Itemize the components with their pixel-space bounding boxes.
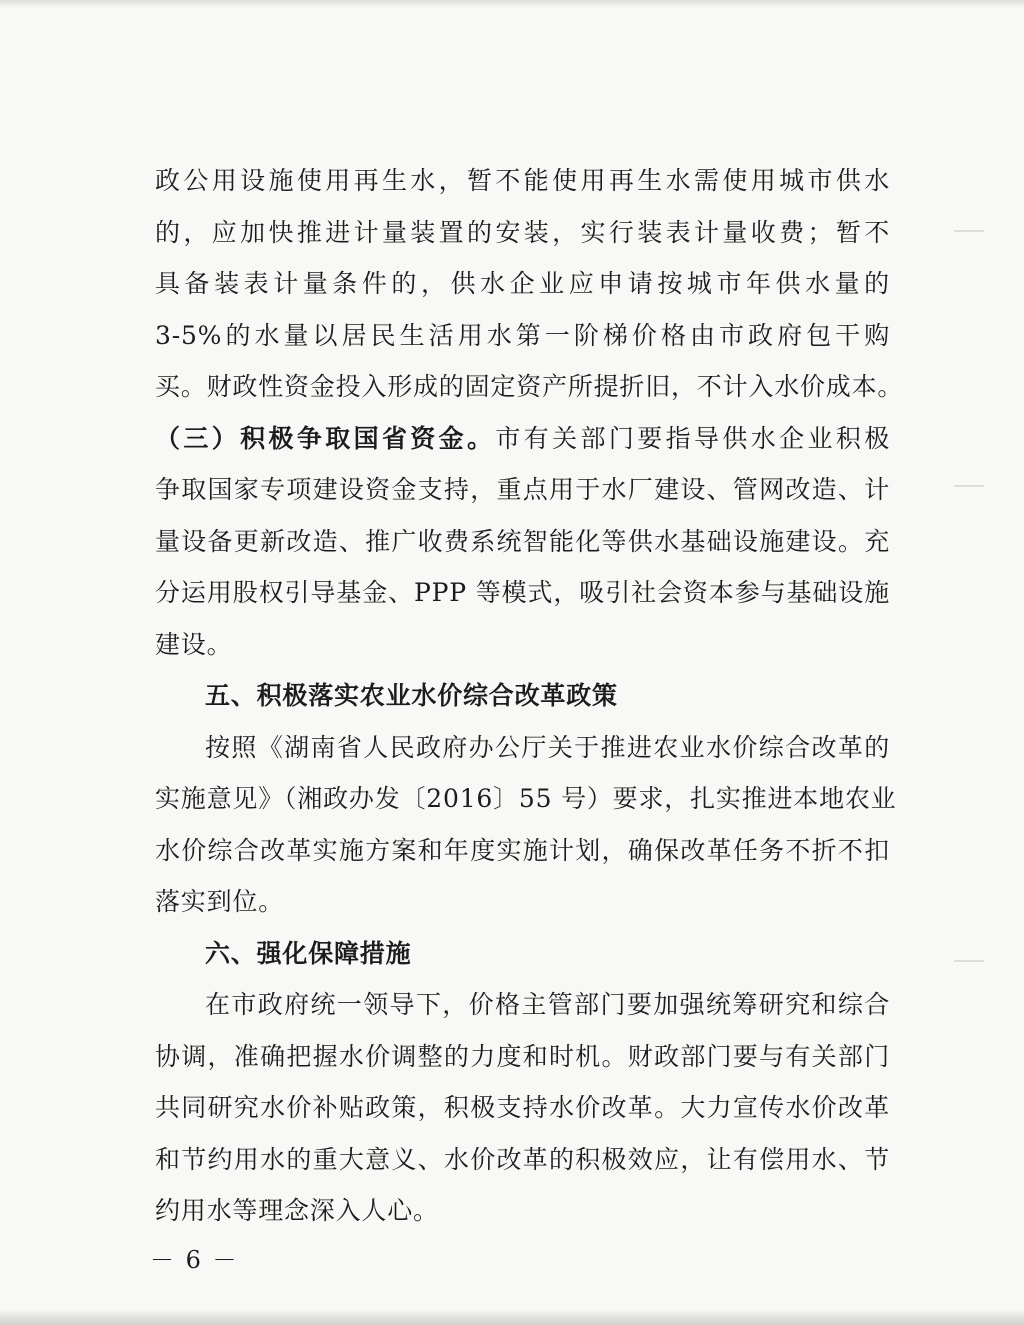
paragraph-line: 争取国家专项建设资金支持，重点用于水厂建设、管网改造、计 (155, 475, 890, 504)
section3-first-line-text: 市有关部门要指导供水企业积极 (495, 423, 891, 453)
scan-bleed-mark (954, 230, 984, 232)
paragraph-line: 3-5%的水量以居民生活用水第一阶梯价格由市政府包干购 (155, 320, 890, 350)
paragraph-line: 的，应加快推进计量装置的安装，实行装表计量收费；暂不 (155, 217, 890, 247)
paragraph-line: 水价综合改革实施方案和年度实施计划，确保改革任务不折不扣 (155, 835, 890, 865)
paragraph-line: 实施意见》（湘政办发〔2016〕55 号）要求，扎实推进本地农业 (155, 784, 897, 813)
section3-first-line (155, 413, 890, 465)
paragraph-line: 协调，准确把握水价调整的力度和时机。财政部门要与有关部门 (155, 1041, 890, 1071)
section5-heading: 五、积极落实农业水价综合改革政策 (205, 681, 618, 710)
document-body (155, 155, 904, 1237)
scan-edge-bottom (0, 1309, 1024, 1325)
paragraph-line: 具备装表计量条件的，供水企业应申请按城市年供水量的 (155, 269, 890, 298)
page-number: － 6 － (150, 1246, 239, 1274)
paragraph-line: 按照《湖南省人民政府办公厅关于推进农业水价综合改革的 (205, 732, 890, 762)
scan-edge-top (0, 0, 1024, 8)
section6-heading: 六、强化保障措施 (205, 938, 412, 968)
paragraph-line: 约用水等理念深入人心。 (155, 1196, 439, 1225)
paragraph-line: 量设备更新改造、推广收费系统智能化等供水基础设施建设。充 (155, 526, 890, 556)
paragraph-line: 和节约用水的重大意义、水价改革的积极效应，让有偿用水、节 (155, 1144, 890, 1174)
paragraph-line: 分运用股权引导基金、PPP 等模式，吸引社会资本参与基础设施 (155, 578, 890, 607)
paragraph-line: 落实到位。 (155, 887, 285, 916)
scan-bleed-mark (954, 960, 984, 962)
paragraph-line: 在市政府统一领导下，价格主管部门要加强统筹研究和综合 (205, 990, 890, 1019)
section3-heading: （三）积极争取国省资金。 (155, 423, 496, 453)
paragraph-line: 政公用设施使用再生水，暂不能使用再生水需使用城市供水 (155, 166, 890, 195)
paragraph-line: 买。财政性资金投入形成的固定资产所提折旧，不计入水价成本。 (155, 372, 904, 401)
paragraph-line: 共同研究水价补贴政策，积极支持水价改革。大力宣传水价改革 (155, 1093, 890, 1122)
scan-bleed-mark (954, 485, 984, 487)
paragraph-line: 建设。 (155, 629, 233, 659)
